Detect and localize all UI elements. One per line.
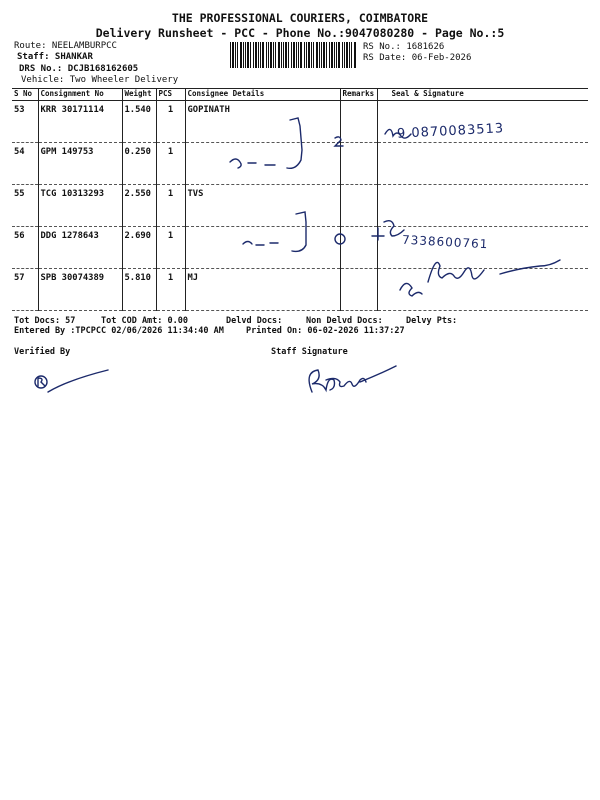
row-weight: 2.550	[122, 185, 156, 227]
vehicle-label: Vehicle: Two Wheeler Delivery	[21, 75, 179, 85]
signature-mark	[292, 212, 306, 251]
non-delvd-docs: Non Delvd Docs:	[306, 316, 383, 326]
row-pcs: 1	[156, 101, 185, 143]
col-sno-header: S No	[12, 89, 38, 101]
entered-by: Entered By :TPCPCC 02/06/2026 11:34:40 AM	[14, 326, 224, 336]
row-sno: 55	[12, 185, 38, 227]
runsheet-subtitle: Delivery Runsheet - PCC - Phone No.:9047080280 - Page No.:5	[95, 26, 505, 40]
row-weight: 1.540	[122, 101, 156, 143]
row-consignee: GOPINATH	[185, 101, 340, 143]
signature-mark	[372, 221, 404, 240]
row-consignment: KRR 30171114	[38, 101, 122, 143]
row-consignee: TVS	[185, 185, 340, 227]
tot-cod-amt: Tot COD Amt: 0.00	[101, 316, 188, 326]
signature-mark	[335, 137, 343, 146]
staff-signature-mark	[309, 366, 396, 392]
col-pcs-header: PCS	[156, 89, 185, 101]
drs-number: DRS No.: DCJB168162605	[19, 64, 139, 74]
delvy-pts: Delvy Pts:	[406, 316, 458, 326]
col-consignment-header: Consignment No	[38, 89, 122, 101]
row-pcs: 1	[156, 269, 185, 311]
tot-docs: Tot Docs: 57	[14, 316, 76, 326]
row-consignment: TCG 10313293	[38, 185, 122, 227]
row-weight: 5.810	[122, 269, 156, 311]
circled-mark	[335, 234, 345, 244]
row-consignment: GPM 149753	[38, 143, 122, 185]
signature-mark	[400, 260, 560, 296]
rs-number: RS No.: 1681626	[363, 42, 445, 52]
row-consignee: MJ	[185, 269, 340, 311]
printed-on: Printed On: 06-02-2026 11:37:27	[246, 326, 405, 336]
route-label: Route: NEELAMBURPCC	[14, 41, 117, 51]
row-sno: 56	[12, 227, 38, 269]
verified-mark	[38, 370, 108, 392]
col-seal-header: Seal & Signature	[377, 89, 588, 101]
row-pcs: 1	[156, 227, 185, 269]
verified-by-label: Verified By	[14, 347, 71, 357]
row-consignment: DDG 1278643	[38, 227, 122, 269]
row-pcs: 1	[156, 185, 185, 227]
delvd-docs: Delvd Docs:	[226, 316, 283, 326]
staff-label: Staff: SHANKAR	[17, 52, 93, 62]
dash-mark	[230, 159, 275, 168]
row-pcs: 1	[156, 143, 185, 185]
row-sno: 54	[12, 143, 38, 185]
row-sno: 53	[12, 101, 38, 143]
col-remarks-header: Remarks	[340, 89, 377, 101]
col-consignee-header: Consignee Details	[185, 89, 340, 101]
handwritten-phone-56: 7338600761	[401, 232, 489, 252]
signature-mark	[287, 118, 302, 168]
row-sno: 57	[12, 269, 38, 311]
row-weight: 0.250	[122, 143, 156, 185]
staff-signature-label: Staff Signature	[271, 347, 348, 357]
dash-mark	[243, 242, 278, 246]
col-weight-header: Weight	[122, 89, 156, 101]
handwritten-phone-53: 9 0870083513	[396, 121, 505, 142]
row-weight: 2.690	[122, 227, 156, 269]
row-consignment: SPB 30074389	[38, 269, 122, 311]
rs-date: RS Date: 06-Feb-2026	[363, 53, 472, 63]
company-title: THE PROFESSIONAL COURIERS, COIMBATORE	[171, 11, 429, 25]
